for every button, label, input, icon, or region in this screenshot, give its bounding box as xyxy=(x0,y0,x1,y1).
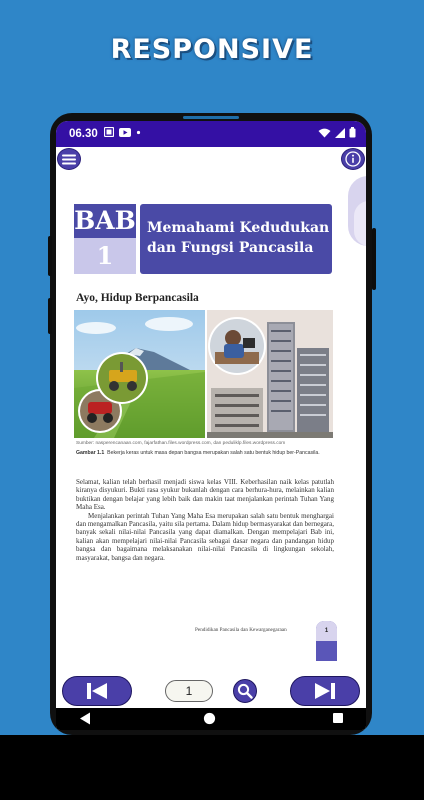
phone-speaker xyxy=(183,116,239,119)
app-banner-title: RESPONSIVE xyxy=(110,34,314,65)
image-caption xyxy=(76,450,331,458)
status-time: 06.30 xyxy=(69,128,98,140)
book-footer: Pendidikan Pancasila dan Kewarganegaraan xyxy=(195,627,287,633)
chapter-number: 1 xyxy=(74,238,136,274)
chapter-title-line: Memahami Kedudukan xyxy=(147,220,330,236)
image-source: Sumber: nasperencanaan.com, fajarfathan.files.wordpress.com, dan peduliklp.files.wordpress.com xyxy=(76,441,286,446)
signal-icon xyxy=(335,128,345,138)
section-title: Ayo, Hidup Berpancasila xyxy=(76,292,199,304)
battery-icon xyxy=(349,127,356,138)
status-bar xyxy=(56,121,366,147)
chapter-badge xyxy=(74,204,136,274)
phone-side-button xyxy=(372,228,376,290)
body-paragraph: Selamat, kalian telah berhasil menjadi siswa kelas VIII. Keberhasilan naik kelas patutlah kiranya disyukuri. Bukti rasa syukur bukanlah dengan cara berhura-hura, melainkan kalian buktikan dengan belajar yang lebih baik dan makin taat menjalankan perintah Tuhan Yang Maha Esa. xyxy=(76,478,334,512)
home-nav-button[interactable] xyxy=(203,712,216,725)
farming-photo xyxy=(74,310,205,438)
search-button[interactable] xyxy=(233,679,257,703)
more-notifications-dot-icon xyxy=(136,130,141,135)
page-decoration xyxy=(354,201,366,246)
wifi-icon xyxy=(318,128,331,138)
menu-button[interactable] xyxy=(57,148,81,170)
system-navigation-bar xyxy=(56,708,366,730)
skip-previous-icon xyxy=(86,682,108,700)
page-number-tab xyxy=(316,621,337,661)
caption-text: Bekerja keras untuk masa depan bangsa merupakan salah satu bentuk hidup ber-Pancasila. xyxy=(107,450,320,456)
youtube-notification-icon xyxy=(119,128,131,137)
previous-page-button[interactable] xyxy=(62,676,132,706)
chapter-label: BAB xyxy=(74,204,136,238)
back-nav-button[interactable] xyxy=(79,712,91,725)
caption-label: Gambar 1.1 xyxy=(76,450,105,456)
chapter-body xyxy=(76,478,334,562)
gallery-notification-icon xyxy=(104,127,114,137)
chapter-title-line: dan Fungsi Pancasila xyxy=(147,240,314,256)
chapter-title xyxy=(140,204,332,274)
office-building-photo xyxy=(207,310,333,438)
body-paragraph: Menjalankan perintah Tuhan Yang Maha Esa merupakan salah satu bentuk menghargai dan mengamalkan Pancasila, yaitu sila pertama. Dalam hidup bermasyarakat dan bernegara, banyak sekali nilai-nilai Pancasila yang dapat diamalkan. Dengan mempelajari Bab ini, kalian akan mempelajari nilai-nilai Pancasila sebagai dasar negara dan pandangan hidup bangsa dan bagaimana melaksanakan nilai-nilai Pancasila di lingkungan sekolah, masyarakat, bangsa dan negara. xyxy=(76,511,334,562)
page-number-input[interactable] xyxy=(165,680,213,702)
next-page-button[interactable] xyxy=(290,676,360,706)
phone-side-button xyxy=(48,298,52,334)
hamburger-icon xyxy=(62,154,76,165)
page-number: 1 xyxy=(316,621,337,641)
search-icon xyxy=(237,683,253,699)
phone-screen xyxy=(56,121,366,730)
bottom-black-bar xyxy=(0,735,424,800)
recents-nav-button[interactable] xyxy=(332,712,344,724)
skip-next-icon xyxy=(314,682,336,700)
info-icon xyxy=(345,151,361,167)
info-button[interactable] xyxy=(341,148,365,170)
phone-side-button xyxy=(48,236,52,276)
